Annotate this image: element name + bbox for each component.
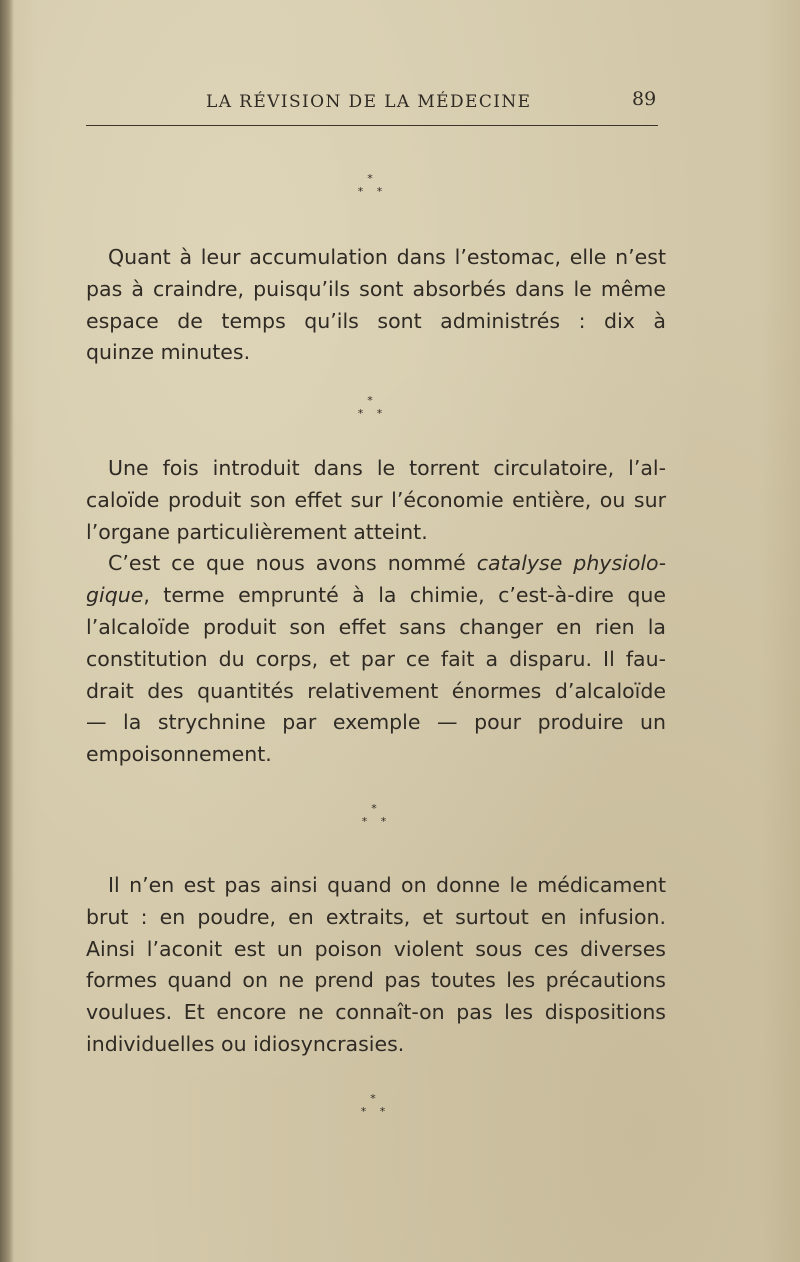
- paragraph: [86, 453, 666, 771]
- page-binding-edge: [0, 0, 14, 1262]
- paragraph: [86, 242, 666, 369]
- running-title: LA RÉVISION DE LA MÉDECINE: [206, 92, 532, 112]
- text-line: l’alcaloïde produit son effet sans changer en rien la: [86, 614, 666, 639]
- text-line: quinze minutes.: [86, 340, 251, 365]
- text-line: voulues. Et encore ne connaît-on pas les dispositions: [86, 1000, 666, 1025]
- text-line: Il n’en est pas ainsi quand on donne le médicament: [108, 873, 666, 897]
- text-line: l’organe particulièrement atteint.: [86, 519, 428, 544]
- asterism-separator: * * *: [357, 394, 388, 420]
- text-line: gique, terme emprunté à la chimie, c’est-à-dire que: [86, 583, 666, 608]
- text-line: espace de temps qu’ils sont administrés : dix à: [86, 308, 666, 333]
- page-number: 89: [632, 88, 657, 110]
- paragraph: [86, 870, 666, 1061]
- text-line: drait des quantités relativement énormes d’alcaloïde: [86, 678, 666, 703]
- text-line: — la strychnine par exemple — pour produire un: [86, 710, 666, 735]
- header-rule: [86, 125, 658, 126]
- text-line: C’est ce que nous avons nommé catalyse physiolo-: [108, 551, 666, 576]
- italic-term: gique: [86, 583, 144, 608]
- page-header: [0, 88, 800, 128]
- text-line: caloïde produit son effet sur l’économie entière, ou sur: [86, 487, 666, 512]
- text-line: Quant à leur accumulation dans l’estomac, elle n’est: [108, 245, 666, 269]
- text-line: formes quand on ne prend pas toutes les précautions: [86, 968, 666, 993]
- asterism-separator: * * *: [357, 172, 388, 198]
- text-line: Une fois introduit dans le torrent circulatoire, l’al-: [108, 456, 666, 480]
- text-line: pas à craindre, puisqu’ils sont absorbés dans le même: [86, 276, 666, 301]
- text-line: empoisonnement.: [86, 742, 272, 767]
- text-line: brut : en poudre, en extraits, et surtout en infusion.: [86, 904, 666, 929]
- asterism-separator: * * *: [360, 1092, 391, 1118]
- text-line: individuelles ou idiosyncrasies.: [86, 1031, 405, 1056]
- asterism-separator: * * *: [361, 802, 392, 828]
- italic-term: catalyse physiolo-: [476, 551, 666, 576]
- text-line: constitution du corps, et par ce fait a disparu. Il fau-: [86, 646, 666, 671]
- text-line: Ainsi l’aconit est un poison violent sous ces diverses: [86, 936, 666, 961]
